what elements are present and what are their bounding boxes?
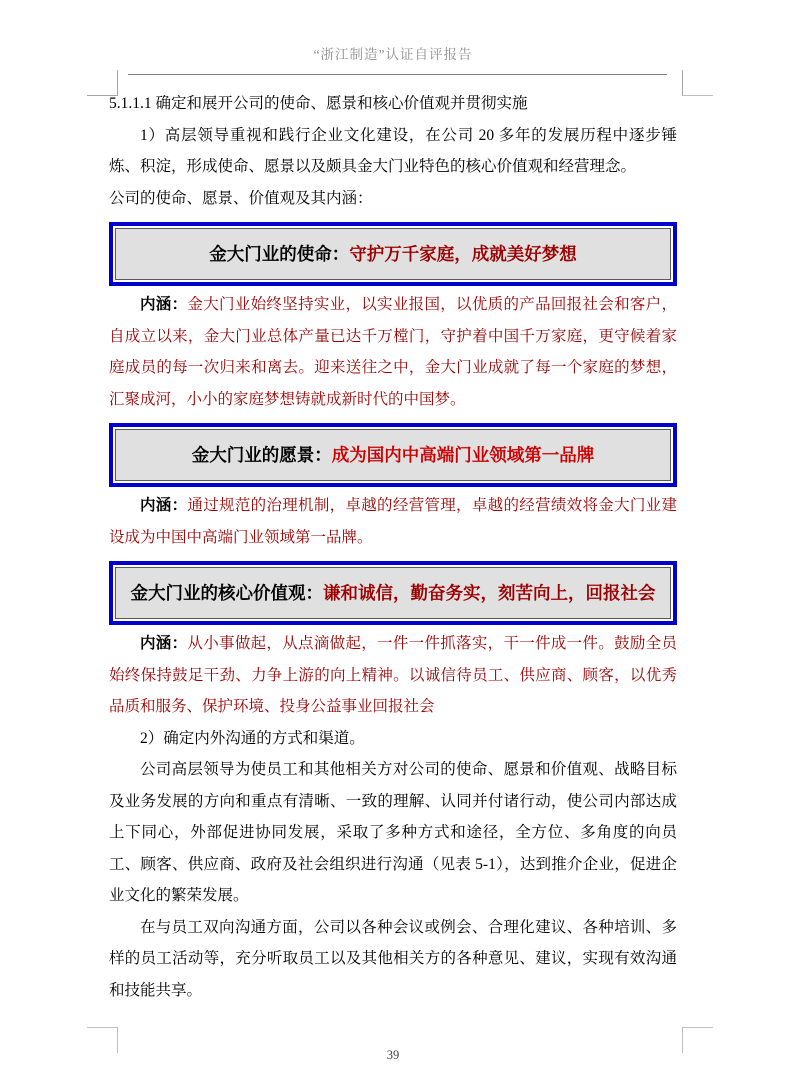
mission-box-content [115, 228, 671, 280]
core-values-box-label: 金大门业的核心价值观： [130, 583, 323, 603]
vision-box-content [115, 429, 671, 481]
paragraph-communication-heading: 2）确定内外沟通的方式和渠道。 [140, 729, 365, 747]
page-number: 39 [386, 1048, 400, 1062]
mission-connotation-paragraph [109, 289, 677, 415]
header-divider [128, 74, 667, 75]
document-body [109, 88, 677, 1006]
margin-crop-mark-top-right [682, 70, 713, 96]
core-values-connotation-label: 内涵： [140, 635, 188, 652]
core-values-box [109, 561, 677, 625]
mission-box [109, 222, 677, 286]
mission-box-label: 金大门业的使命： [209, 244, 350, 264]
vision-box-label: 金大门业的愿景： [191, 445, 332, 465]
mission-connotation-text: 金大门业始终坚持实业，以实业报国，以优质的产品回报社会和客户，自成立以来，金大门业总体产量已达千万樘门，守护着中国千万家庭，更守候着家庭成员的每一次归来和离去。迎来送往之中，金大门业成就了每一个家庭的梦想，汇聚成河，小小的家庭梦想铸就成新时代的中国梦。 [109, 296, 677, 408]
vision-box [109, 423, 677, 487]
core-values-box-statement: 谦和诚信，勤奋务实，刻苦向上，回报社会 [323, 583, 656, 603]
core-values-connotation-text: 从小事做起，从点滴做起，一件一件抓落实，干一件成一件。鼓励全员始终保持鼓足干劲、力争上游的向上精神。以诚信待员工、供应商、顾客，以优秀品质和服务、保护环境、投身公益事业回报社会 [109, 635, 677, 715]
mission-connotation-label: 内涵： [140, 296, 188, 313]
core-values-connotation-paragraph [109, 628, 677, 723]
vision-connotation-paragraph [109, 490, 677, 553]
core-values-box-content [115, 567, 671, 619]
vision-connotation-text: 通过规范的治理机制，卓越的经营管理，卓越的经营绩效将金大门业建设成为中国中高端门业领域第一品牌。 [109, 497, 677, 546]
mission-box-statement: 守护万千家庭，成就美好梦想 [349, 244, 577, 264]
paragraph-communication-employee: 在与员工双向沟通方面，公司以各种会议或例会、合理化建议、各种培训、多样的员工活动等，充分听取员工以及其他相关方的各种意见、建议，实现有效沟通和技能共享。 [109, 918, 677, 999]
paragraph-leader-culture: 1）高层领导重视和践行企业文化建设，在公司 20 多年的发展历程中逐步锤炼、积淀，形成使命、愿景以及颇具金大门业特色的核心价值观和经营理念。 [109, 126, 677, 175]
vision-connotation-label: 内涵： [140, 497, 188, 514]
vision-box-statement: 成为国内中高端门业领域第一品牌 [331, 445, 595, 465]
section-heading: 5.1.1.1 确定和展开公司的使命、愿景和核心价值观并贯彻实施 [109, 95, 528, 112]
paragraph-intro: 公司的使命、愿景、价值观及其内涵： [109, 189, 373, 207]
page-header-title: “浙江制造”认证自评报告 [313, 47, 473, 62]
paragraph-communication-body: 公司高层领导为使员工和其他相关方对公司的使命、愿景和价值观、战略目标及业务发展的方向和重点有清晰、一致的理解、认同并付诸行动，使公司内部达成上下同心，外部促进协同发展，采取了多种方式和途径，全方位、多角度的向员工、顾客、供应商、政府及社会组织进行沟通（见表 5-1），达到推介企业，促进企业文化的繁荣发展。 [109, 761, 677, 904]
